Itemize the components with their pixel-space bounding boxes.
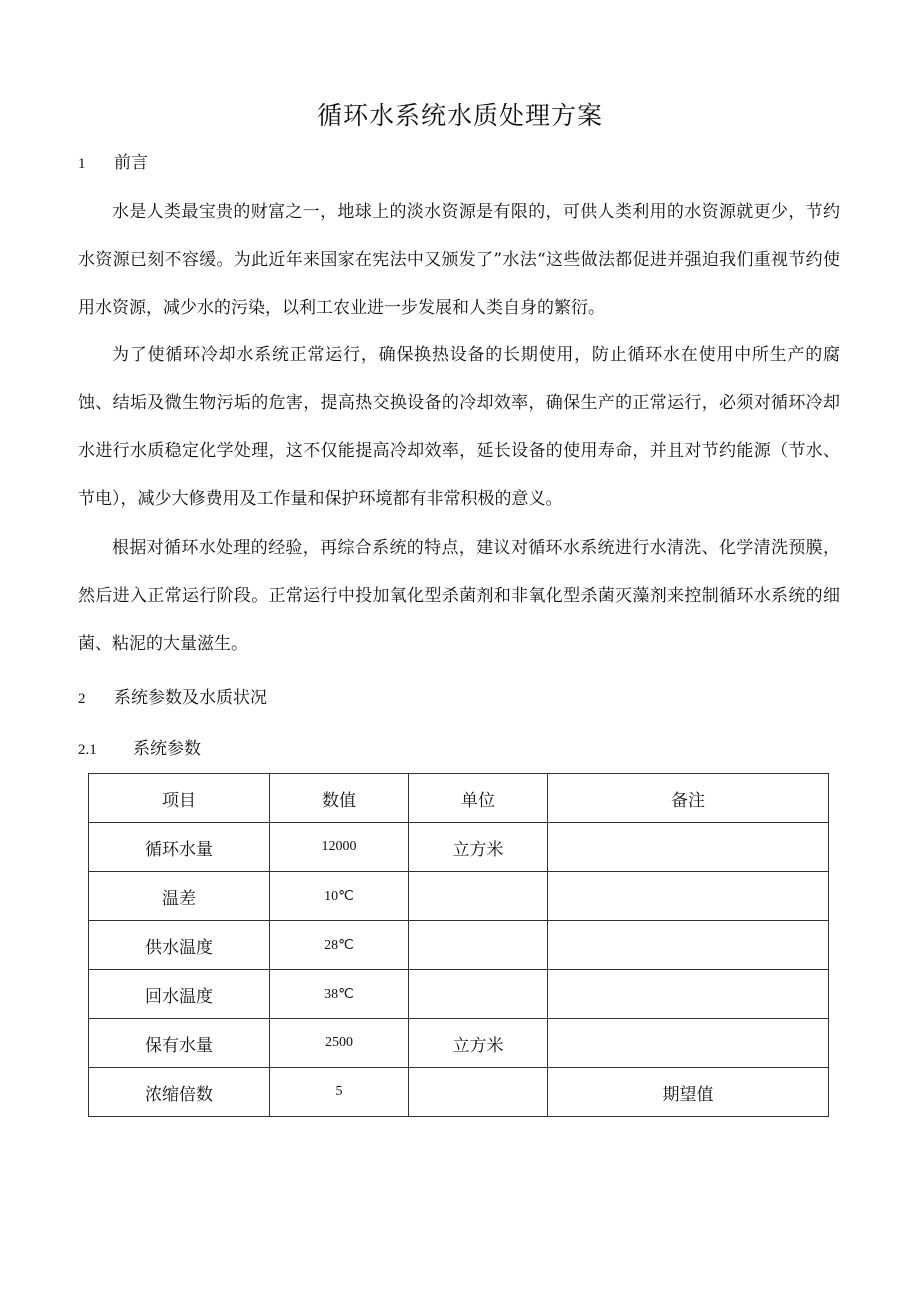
value-cell: 38℃: [270, 970, 409, 1019]
value-cell: 28℃: [270, 921, 409, 970]
header-cell: 单位: [409, 774, 548, 823]
unit-cell: [409, 921, 548, 970]
table-row: [89, 823, 829, 872]
section-title: 系统参数及水质状况: [114, 688, 267, 708]
note-cell: [548, 970, 829, 1019]
item-cell: 循环水量: [89, 823, 270, 872]
section-number: 2.1: [78, 742, 97, 758]
system-parameters-table: [88, 773, 829, 1117]
value-cell: 5: [270, 1068, 409, 1117]
paragraph-1: 水是人类最宝贵的财富之一，地球上的淡水资源是有限的，可供人类利用的水资源就更少，节约水资源已刻不容缓。为此近年来国家在宪法中又颁发了”水法“这些做法都促进并强迫我们重视节约使用水资源，减少水的污染，以利工农业进一步发展和人类自身的繁衍。: [78, 202, 840, 318]
header-cell: 数值: [270, 774, 409, 823]
item-cell: 温差: [89, 872, 270, 921]
value-cell: 12000: [270, 823, 409, 872]
table-row: [89, 970, 829, 1019]
section-number: 1: [78, 156, 86, 172]
paragraph-2: 为了使循环冷却水系统正常运行，确保换热设备的长期使用，防止循环水在使用中所生产的腐蚀、结垢及微生物污垢的危害，提高热交换设备的冷却效率，确保生产的正常运行，必须对循环冷却水进行水质稳定化学处理，这不仅能提高冷却效率，延长设备的使用寿命，并且对节约能源（节水、节电），减少大修费用及工作量和保护环境都有非常积极的意义。: [78, 345, 840, 509]
item-cell: 回水温度: [89, 970, 270, 1019]
note-cell: [548, 872, 829, 921]
unit-cell: 立方米: [409, 823, 548, 872]
section-title: 系统参数: [133, 739, 201, 759]
value-cell: 2500: [270, 1019, 409, 1068]
item-cell: 保有水量: [89, 1019, 270, 1068]
item-cell: 供水温度: [89, 921, 270, 970]
section-number: 2: [78, 691, 86, 707]
section-title: 前言: [114, 153, 148, 173]
header-cell: 备注: [548, 774, 829, 823]
note-cell: [548, 921, 829, 970]
note-cell: [548, 1019, 829, 1068]
table-row: [89, 1019, 829, 1068]
unit-cell: [409, 1068, 548, 1117]
table-row: [89, 1068, 829, 1117]
document-title: 循环水系统水质处理方案: [316, 101, 603, 130]
table-header-row: [89, 774, 829, 823]
section-heading-2-1: [78, 737, 201, 762]
table-row: [89, 921, 829, 970]
paragraph-3: 根据对循环水处理的经验，再综合系统的特点，建议对循环水系统进行水清洗、化学清洗预膜，然后进入正常运行阶段。正常运行中投加氧化型杀菌剂和非氧化型杀菌灭藻剂来控制循环水系统的细菌、粘泥的大量滋生。: [78, 538, 840, 654]
item-cell: 浓缩倍数: [89, 1068, 270, 1117]
unit-cell: 立方米: [409, 1019, 548, 1068]
section-heading-1: [78, 151, 148, 176]
note-cell: [548, 823, 829, 872]
header-cell: 项目: [89, 774, 270, 823]
section-heading-2: [78, 686, 267, 711]
unit-cell: [409, 970, 548, 1019]
table-row: [89, 872, 829, 921]
value-cell: 10℃: [270, 872, 409, 921]
unit-cell: [409, 872, 548, 921]
note-cell: 期望值: [548, 1068, 829, 1117]
